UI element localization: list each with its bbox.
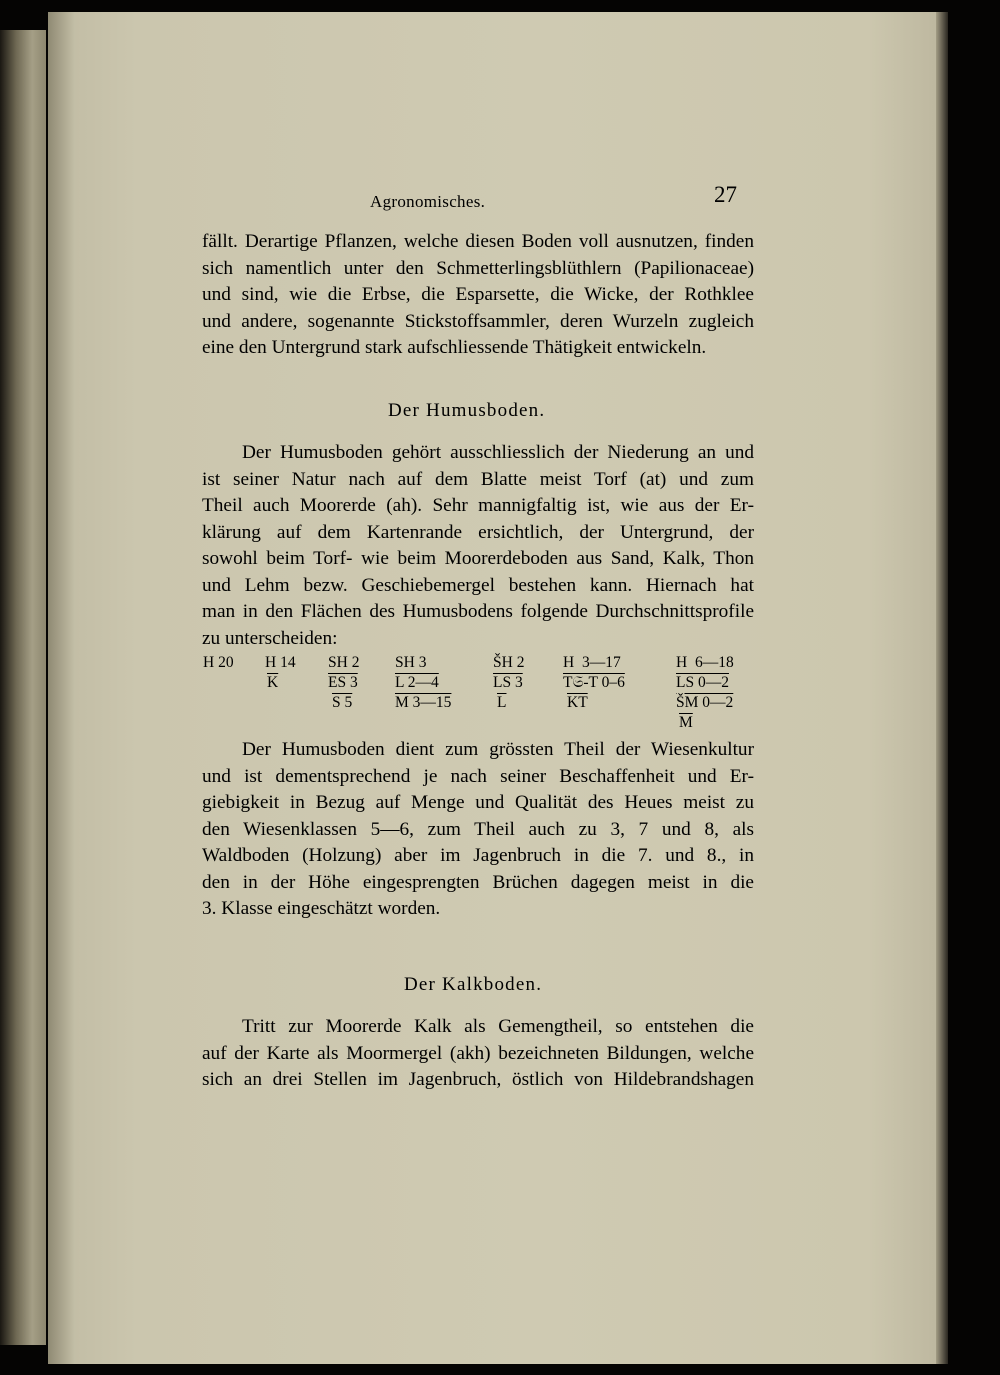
profile-layer: T𝔖-T 0–6 xyxy=(563,674,625,691)
profile-layer: LS 0—2 xyxy=(676,674,729,691)
text-line: man in den Flächen des Humusbodens folgende Durchschnittsprofile xyxy=(202,601,754,622)
profile-2 xyxy=(265,653,296,693)
profile-layer: $\overline{KT}$ xyxy=(567,694,588,711)
profile-6 xyxy=(563,653,625,713)
text-line: ist seiner Natur nach auf dem Blatte meist Torf (at) und zum xyxy=(202,468,754,490)
profile-5 xyxy=(493,653,524,713)
section-heading-humusboden: Der Humusboden. xyxy=(388,400,546,421)
text-line: giebigkeit in Bezug auf Menge und Qualität des Heues meist zu xyxy=(202,792,754,813)
profile-layer: H 3—17 xyxy=(563,654,621,671)
text-line: eine den Untergrund stark aufschliessende Thätigkeit entwickeln. xyxy=(202,337,707,358)
profile-layer: ŠH 2 xyxy=(493,654,525,671)
text-line: 3. Klasse eingeschätzt worden. xyxy=(202,898,441,919)
paragraph-wiesenkultur xyxy=(202,737,754,923)
text-line: und sind, wie die Erbse, die Esparsette, die Wicke, der Rothklee xyxy=(202,284,754,305)
profile-layer: L 2—4 xyxy=(395,674,439,691)
paragraph-humusboden xyxy=(202,440,754,652)
profile-layer: ES 3 xyxy=(328,674,358,691)
profile-3 xyxy=(328,653,359,713)
text-line: und ist dementsprechend je nach seiner Beschaffenheit und Er- xyxy=(202,765,754,787)
text-line: sowohl beim Torf- wie beim Moorerdeboden aus Sand, Kalk, Thon xyxy=(202,548,754,569)
facing-page-edge xyxy=(0,30,46,1345)
text-line: auf der Karte als Moormergel (akh) bezeichneten Bildungen, welche xyxy=(202,1042,754,1064)
text-line: Der Humusboden gehört ausschliesslich der Niederung an und xyxy=(242,442,754,463)
profile-layer: SH 3 xyxy=(395,654,427,671)
profile-layer: H 6—18 xyxy=(676,654,734,671)
text-line: Der Humusboden dient zum grössten Theil der Wiesenkultur xyxy=(242,739,754,760)
profile-layer: S 5 xyxy=(332,694,353,711)
text-line: den Wiesenklassen 5—6, zum Theil auch zu 3, 7 und 8, als xyxy=(202,818,754,840)
text-line: sich an drei Stellen im Jagenbruch, östlich von Hildebrandshagen xyxy=(202,1069,754,1090)
profile-layer: H 20 xyxy=(203,654,234,671)
profile-layer: M 3—15 xyxy=(395,694,452,711)
profile-layer: ŠM 0—2 xyxy=(676,694,734,711)
text-line: den in der Höhe eingesprengten Brüchen dagegen meist in die xyxy=(202,871,754,893)
text-line: und Lehm bezw. Geschiebemergel bestehen kann. Hiernach hat xyxy=(202,574,754,596)
profile-layer: LS 3 xyxy=(493,674,523,691)
paragraph-kalkboden xyxy=(202,1014,754,1094)
text-line: fällt. Derartige Pflanzen, welche diesen Boden voll ausnutzen, finden xyxy=(202,231,754,252)
profile-layer: H 14 xyxy=(265,654,296,671)
page-edge-shadow xyxy=(936,12,948,1364)
paragraph-plants xyxy=(202,229,754,362)
profile-layer: SH 2 xyxy=(328,654,360,671)
profile-4 xyxy=(395,653,451,713)
profile-layer: $\overline{L}$ xyxy=(497,694,507,711)
page-number: 27 xyxy=(714,182,737,207)
text-line: und andere, sogenannte Stickstoffsammler, deren Wurzeln zugleich xyxy=(202,310,754,332)
profile-7 xyxy=(676,653,734,733)
text-line: Waldboden (Holzung) aber im Jagenbruch in die 7. und 8., in xyxy=(202,845,754,866)
profile-layer: $\overline{M}$ xyxy=(679,714,693,731)
profile-1 xyxy=(203,653,234,673)
text-line: Theil auch Moorerde (ah). Sehr mannigfaltig ist, wie aus der Er- xyxy=(202,495,754,516)
section-heading-kalkboden: Der Kalkboden. xyxy=(404,974,543,995)
text-line: zu unterscheiden: xyxy=(202,627,338,649)
text-line: Tritt zur Moorerde Kalk als Gemengtheil, so entstehen die xyxy=(242,1016,754,1037)
profile-layer: $\overline{K}$ xyxy=(267,674,279,691)
running-head: Agronomisches. xyxy=(370,192,486,211)
text-line: sich namentlich unter den Schmetterlingsblüthlern (Papilionaceae) xyxy=(202,257,754,279)
text-line: klärung auf dem Kartenrande ersichtlich, der Untergrund, der xyxy=(202,521,754,543)
